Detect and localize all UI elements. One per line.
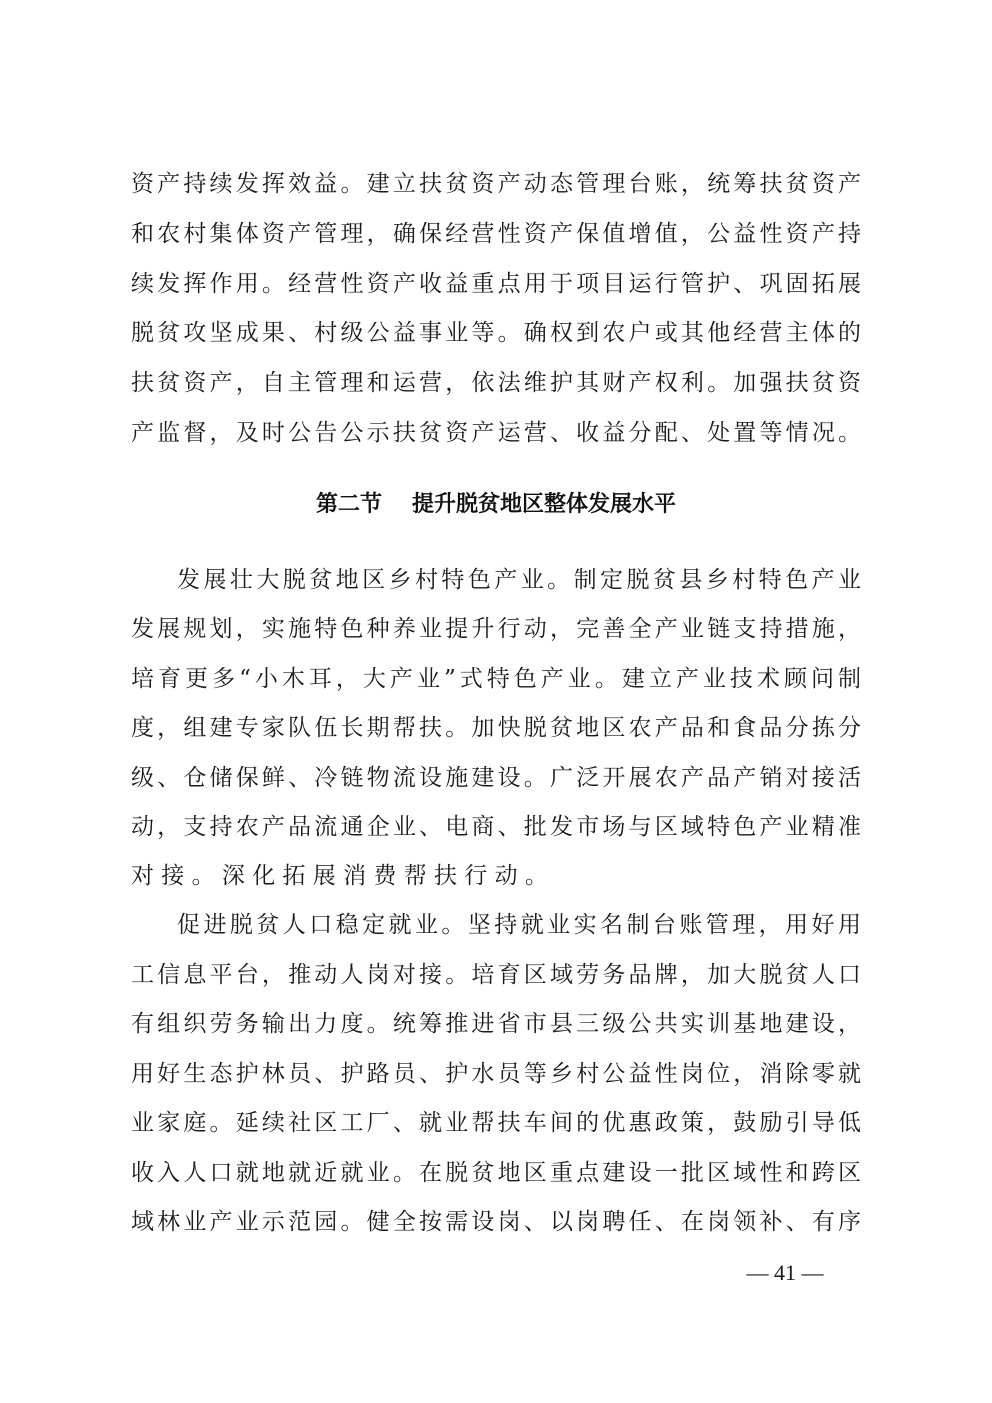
text-line: 续发挥作用。经营性资产收益重点用于项目运行管护、巩固拓展 bbox=[131, 271, 861, 297]
text-line: 动，支持农产品流通企业、电商、批发市场与区域特色产业精准 bbox=[131, 814, 861, 840]
text-line: 培育更多“小木耳，大产业”式特色产业。建立产业技术顾问制 bbox=[131, 666, 861, 692]
text-line: 脱贫攻坚成果、村级公益事业等。确权到农户或其他经营主体的 bbox=[131, 320, 861, 346]
section-title: 提升脱贫地区整体发展水平 bbox=[412, 492, 677, 517]
text-line: 有组织劳务输出力度。统筹推进省市县三级公共实训基地建设， bbox=[131, 1011, 861, 1037]
text-line: 资产持续发挥效益。建立扶贫资产动态管理台账，统筹扶贫资产 bbox=[131, 171, 861, 197]
text-line: 产监督，及时公告公示扶贫资产运营、收益分配、处置等情况。 bbox=[131, 420, 861, 446]
text-line: 度，组建专家队伍长期帮扶。加快脱贫地区农产品和食品分拣分 bbox=[131, 715, 861, 741]
text-line: 扶贫资产，自主管理和运营，依法维护其财产权利。加强扶贫资 bbox=[131, 370, 861, 396]
text-line: 域林业产业示范园。健全按需设岗、以岗聘任、在岗领补、有序 bbox=[131, 1209, 861, 1235]
text-line: 收入人口就地就近就业。在脱贫地区重点建设一批区域性和跨区 bbox=[131, 1160, 861, 1186]
text-line: 工信息平台，推动人岗对接。培育区域劳务品牌，加大脱贫人口 bbox=[131, 962, 861, 988]
text-line: 促进脱贫人口稳定就业。坚持就业实名制台账管理，用好用 bbox=[177, 912, 861, 938]
text-line: 和农村集体资产管理，确保经营性资产保值增值，公益性资产持 bbox=[131, 221, 861, 247]
section-number: 第二节 bbox=[315, 492, 382, 517]
text-line: 业家庭。延续社区工厂、就业帮扶车间的优惠政策，鼓励引导低 bbox=[131, 1110, 861, 1136]
text-line: 用好生态护林员、护路员、护水员等乡村公益性岗位，消除零就 bbox=[131, 1061, 861, 1087]
section-heading bbox=[0, 485, 992, 525]
text-line: 发展规划，实施特色种养业提升行动，完善全产业链支持措施， bbox=[131, 616, 861, 642]
text-line: 级、仓储保鲜、冷链物流设施建设。广泛开展农产品产销对接活 bbox=[131, 765, 861, 791]
text-line: 发展壮大脱贫地区乡村特色产业。制定脱贫县乡村特色产业 bbox=[177, 567, 861, 593]
page-number: — 41 — bbox=[746, 1260, 824, 1285]
text-line: 对接。深化拓展消费帮扶行动。 bbox=[131, 863, 556, 889]
